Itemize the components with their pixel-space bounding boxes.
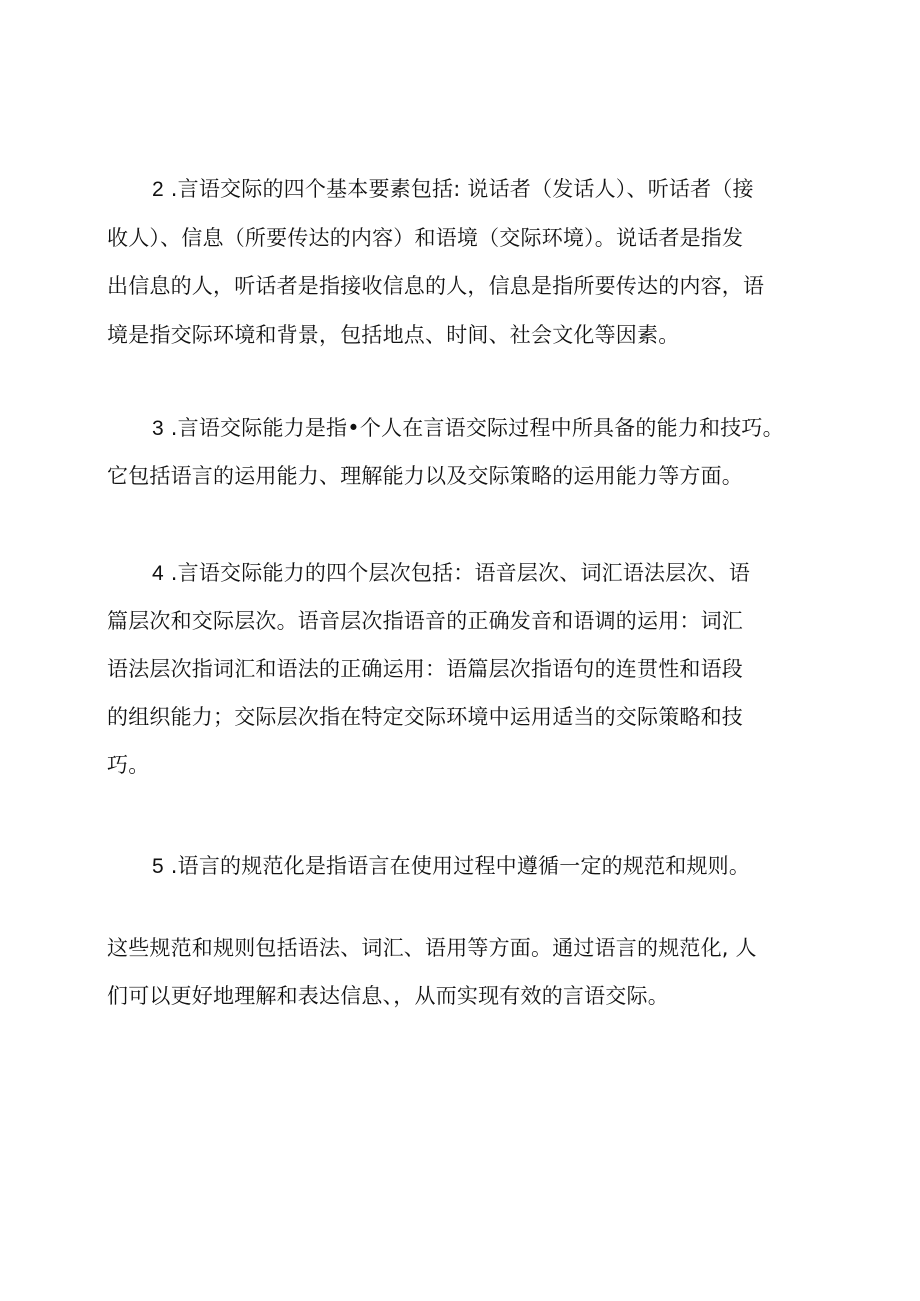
paragraph-4-number: 4 [152, 562, 164, 585]
paragraph-4-line-4: 的组织能力；交际层次指在特定交际环境中运用适当的交际策略和技 [107, 705, 743, 729]
paragraph-5-line-1: 5 .语言的规范化是指语言在使用过程中遵循一定的规范和规则。 [152, 854, 751, 878]
paragraph-3-line-2: 它包括语言的运用能力、理解能力以及交际策略的运用能力等方面。 [107, 464, 743, 488]
paragraph-5-number: 5 [152, 855, 164, 878]
paragraph-2-line-4: 境是指交际环境和背景，包括地点、时间、社会文化等因素。 [107, 323, 680, 347]
paragraph-6-line-2: 们可以更好地理解和表达信息、，从而实现有效的言语交际。 [107, 984, 669, 1008]
paragraph-2-line-1: 2 .言语交际的四个基本要素包括: 说话者（发话人）、听话者（接 [152, 177, 754, 201]
paragraph-6-line-1: 这些规范和规则包括语法、词汇、语用等方面。通过语言的规范化, 人 [107, 936, 757, 960]
paragraph-3-number: 3 [152, 417, 164, 440]
paragraph-2-line-3: 出信息的人，听话者是指接收信息的人，信息是指所要传达的内容，语 [107, 274, 765, 298]
paragraph-4-line-3: 语法层次指词汇和语法的正确运用：语篇层次指语句的连贯性和语段 [107, 657, 743, 681]
paragraph-4-line-5: 巧。 [107, 753, 150, 777]
paragraph-2-line-2: 收人）、信息（所要传达的内容）和语境（交际环境）。说话者是指发 [107, 226, 744, 250]
paragraph-4-line-2: 篇层次和交际层次。语音层次指语音的正确发音和语调的运用：词汇 [107, 609, 743, 633]
paragraph-3-line-1: 3 .言语交际能力是指•个人在言语交际过程中所具备的能力和技巧。 [152, 416, 784, 440]
paragraph-2-number: 2 [152, 178, 164, 201]
paragraph-4-line-1: 4 .言语交际能力的四个层次包括：语音层次、词汇语法层次、语 [152, 561, 751, 585]
